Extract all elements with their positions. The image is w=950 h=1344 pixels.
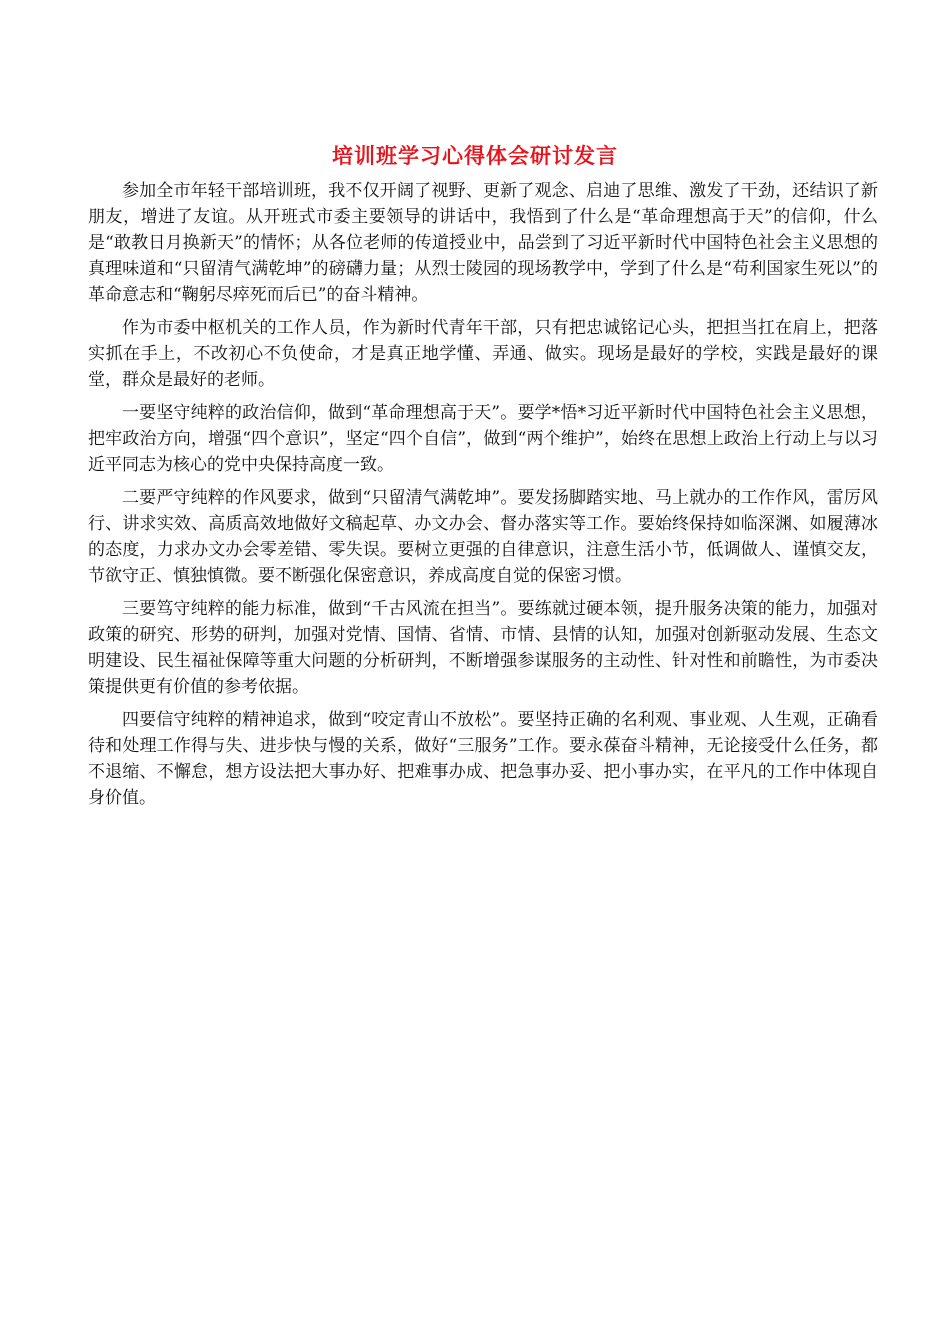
paragraph-1: 参加全市年轻干部培训班，我不仅开阔了视野、更新了观念、启迪了思维、激发了干劲，还结识了新朋友，增进了友谊。从开班式市委主要领导的讲话中，我悟到了什么是“革命理想高于天”的信仰，什么是“敢教日月换新天”的情怀；从各位老师的传道授业中，品尝到了习近平新时代中国特色社会主义思想的真理味道和“只留清气满乾坤”的磅礴力量；从烈士陵园的现场教学中，学到了什么是“苟利国家生死以”的革命意志和“鞠躬尽瘁死而后已”的奋斗精神。 [88,181,878,305]
paragraph-2: 作为市委中枢机关的工作人员，作为新时代青年干部，只有把忠诚铭记心头，把担当扛在肩上，把落实抓在手上，不改初心不负使命，才是真正地学懂、弄通、做实。现场是最好的学校，实践是最好的课堂，群众是最好的老师。 [88,318,878,390]
paragraph-3: 一要坚守纯粹的政治信仰，做到“革命理想高于天”。要学*悟*习近平新时代中国特色社会主义思想，把牢政治方向，增强“四个意识”，坚定“四个自信”，做到“两个维护”，始终在思想上政治上行动上与以习近平同志为核心的党中央保持高度一致。 [88,403,878,475]
document-title: 培训班学习心得体会研讨发言 [332,143,618,168]
document-body [88,178,878,818]
paragraph-5: 三要笃守纯粹的能力标准，做到“千古风流在担当”。要练就过硬本领，提升服务决策的能力，加强对政策的研究、形势的研判，加强对党情、国情、省情、市情、县情的认知，加强对创新驱动发展、生态文明建设、民生福祉保障等重大问题的分析研判，不断增强参谋服务的主动性、针对性和前瞻性，为市委决策提供更有价值的参考依据。 [88,599,878,697]
paragraph-4: 二要严守纯粹的作风要求，做到“只留清气满乾坤”。要发扬脚踏实地、马上就办的工作作风，雷厉风行、讲求实效、高质高效地做好文稿起草、办文办会、督办落实等工作。要始终保持如临深渊、如履薄冰的态度，力求办文办会零差错、零失误。要树立更强的自律意识，注意生活小节，低调做人、谨慎交友，节欲守正、慎独慎微。要不断强化保密意识，养成高度自觉的保密习惯。 [88,488,878,586]
paragraph-6: 四要信守纯粹的精神追求，做到“咬定青山不放松”。要坚持正确的名利观、事业观、人生观，正确看待和处理工作得与失、进步快与慢的关系，做好“三服务”工作。要永葆奋斗精神，无论接受什么任务，都不退缩、不懈怠，想方设法把大事办好、把难事办成、把急事办妥、把小事办实，在平凡的工作中体现自身价值。 [88,710,878,808]
